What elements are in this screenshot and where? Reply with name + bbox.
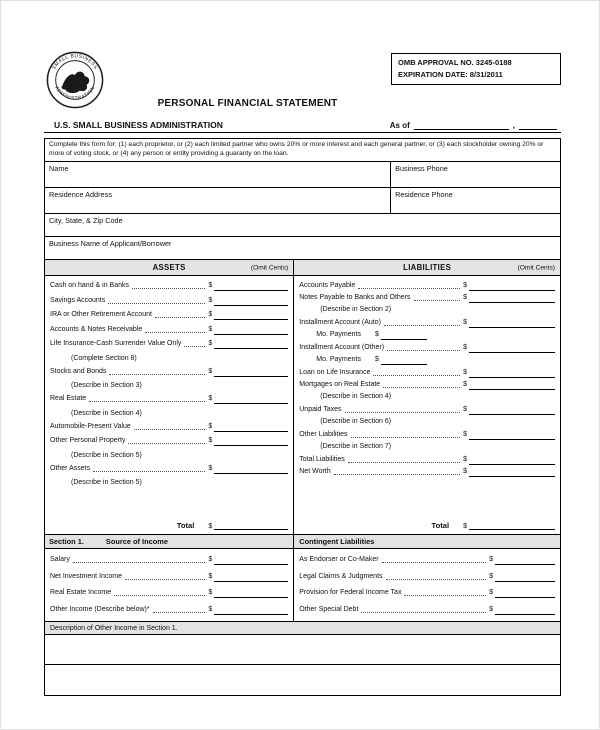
assets-total-row xyxy=(50,521,288,531)
assets-liabilities-header xyxy=(45,260,560,276)
assets-title: ASSETS xyxy=(152,263,186,273)
liability-row xyxy=(299,342,555,353)
city-state-zip-label: City, State, & Zip Code xyxy=(49,216,123,226)
dotted-leader xyxy=(108,303,205,304)
source-of-income-title: Source of Income xyxy=(105,537,168,547)
liability-label: Total Liabilities xyxy=(299,456,345,464)
currency-symbol: $ xyxy=(208,296,213,304)
currency-symbol: $ xyxy=(463,294,467,302)
assets-header-cell xyxy=(45,260,294,275)
income-amount-blank[interactable] xyxy=(214,590,288,598)
currency-symbol: $ xyxy=(208,282,213,290)
omb-approval-number: OMB APPROVAL NO. 3245-0188 xyxy=(398,58,512,67)
contingent-label: As Endorser or Co-Maker xyxy=(299,556,379,564)
currency-symbol: $ xyxy=(463,468,467,476)
dotted-leader xyxy=(373,375,460,376)
liability-row xyxy=(299,317,555,328)
dotted-leader xyxy=(93,471,205,472)
liability-amount-blank[interactable] xyxy=(469,283,555,291)
currency-symbol: $ xyxy=(463,319,467,327)
liability-label: Accounts Payable xyxy=(299,282,356,290)
dotted-leader xyxy=(109,374,205,375)
liability-label: Loan on Life Insurance xyxy=(299,369,371,377)
dotted-leader xyxy=(348,462,460,463)
liability-row xyxy=(299,379,555,390)
currency-symbol: $ xyxy=(375,331,379,339)
other-income-description-area[interactable] xyxy=(45,635,560,665)
dotted-leader xyxy=(358,288,460,289)
asset-row xyxy=(50,338,288,349)
dotted-leader xyxy=(414,300,461,301)
currency-symbol: $ xyxy=(463,282,467,290)
assets-total-amount-blank[interactable] xyxy=(214,522,288,530)
asset-label: Accounts & Notes Receivable xyxy=(50,325,143,333)
currency-symbol: $ xyxy=(463,344,467,352)
liability-subfield-amount-blank[interactable] xyxy=(381,357,427,365)
liability-row xyxy=(299,466,555,477)
blank-writing-area[interactable] xyxy=(45,665,560,695)
asset-amount-blank[interactable] xyxy=(214,341,288,349)
dotted-leader xyxy=(387,350,460,351)
currency-symbol: $ xyxy=(208,464,213,472)
currency-symbol: $ xyxy=(208,605,213,613)
asset-label: Other Assets xyxy=(50,464,91,472)
dotted-leader xyxy=(334,474,460,475)
agency-row xyxy=(44,113,561,133)
asset-label: IRA or Other Retirement Account xyxy=(50,311,152,319)
income-label: Real Estate Income xyxy=(50,589,112,597)
income-amount-blank[interactable] xyxy=(214,574,288,582)
liability-amount-blank[interactable] xyxy=(469,407,555,415)
assets-total-label: Total xyxy=(176,521,195,531)
business-name-field[interactable] xyxy=(45,237,560,259)
currency-symbol: $ xyxy=(208,523,213,531)
asset-amount-blank[interactable] xyxy=(214,298,288,306)
income-label: Salary xyxy=(50,556,70,564)
asset-amount-blank[interactable] xyxy=(214,396,288,404)
asset-amount-blank[interactable] xyxy=(214,466,288,474)
liability-section-note: (Describe in Section 2) xyxy=(320,306,392,314)
asset-label: Life Insurance-Cash Surrender Value Only xyxy=(50,340,182,348)
currency-symbol: $ xyxy=(463,406,467,414)
liability-label: Installment Account (Auto) xyxy=(299,319,381,327)
asset-row xyxy=(50,295,288,306)
income-row xyxy=(50,604,288,615)
liability-section-note: (Describe in Section 4) xyxy=(320,393,392,401)
liability-subfield-row xyxy=(299,329,555,340)
currency-symbol: $ xyxy=(489,556,493,564)
dotted-leader xyxy=(155,317,205,318)
asset-row xyxy=(50,421,288,432)
dotted-leader xyxy=(386,579,487,580)
currency-symbol: $ xyxy=(208,556,213,564)
liability-label: Mortgages on Real Estate xyxy=(299,381,381,389)
asset-label: Other Personal Property xyxy=(50,437,126,445)
currency-symbol: $ xyxy=(463,431,467,439)
asset-row xyxy=(50,393,288,404)
currency-symbol: $ xyxy=(489,589,493,597)
contingent-liabilities-title: Contingent Liabilities xyxy=(299,537,375,547)
currency-symbol: $ xyxy=(208,311,213,319)
liability-row xyxy=(299,292,555,303)
currency-symbol: $ xyxy=(489,605,493,613)
omb-approval-box xyxy=(391,53,561,85)
currency-symbol: $ xyxy=(463,523,467,531)
asset-amount-blank[interactable] xyxy=(214,327,288,335)
dotted-leader xyxy=(382,562,486,563)
asset-amount-blank[interactable] xyxy=(214,438,288,446)
asset-label: Automobile-Present Value xyxy=(50,422,131,430)
assets-liabilities-body xyxy=(45,276,560,535)
dotted-leader xyxy=(153,612,206,613)
liability-section-note: (Describe in Section 7) xyxy=(320,443,392,451)
residence-phone-field[interactable] xyxy=(391,188,560,213)
as-of-year-blank[interactable] xyxy=(519,121,557,130)
asset-row xyxy=(50,280,288,291)
income-label: Net Investment Income xyxy=(50,572,122,580)
contingent-label: Legal Claims & Judgments xyxy=(299,572,383,580)
city-state-zip-field[interactable] xyxy=(45,214,560,236)
liability-amount-blank[interactable] xyxy=(469,432,555,440)
city-state-zip-row xyxy=(45,214,560,237)
asset-section-note: (Describe in Section 4) xyxy=(71,409,142,417)
liability-subfield-amount-blank[interactable] xyxy=(381,332,427,340)
liability-amount-blank[interactable] xyxy=(469,469,555,477)
liabilities-title: LIABILITIES xyxy=(403,263,452,273)
seal-eagle-icon xyxy=(61,72,89,93)
dotted-leader xyxy=(125,579,205,580)
dotted-leader xyxy=(134,429,206,430)
liability-label: Notes Payable to Banks and Others xyxy=(299,294,411,302)
liability-amount-blank[interactable] xyxy=(469,295,555,303)
expiration-date: EXPIRATION DATE: 8/31/2011 xyxy=(398,69,503,79)
contingent-amount-blank[interactable] xyxy=(495,590,555,598)
dotted-leader xyxy=(384,325,460,326)
section1-header xyxy=(45,535,560,549)
currency-symbol: $ xyxy=(208,589,213,597)
contingent-label: Provision for Federal Income Tax xyxy=(299,589,402,597)
residence-phone-label: Residence Phone xyxy=(395,190,453,200)
currency-symbol: $ xyxy=(375,356,379,364)
currency-symbol: $ xyxy=(208,395,213,403)
dotted-leader xyxy=(73,562,206,563)
currency-symbol: $ xyxy=(208,572,213,580)
personal-financial-statement-form xyxy=(44,51,561,696)
income-amount-blank[interactable] xyxy=(214,607,288,615)
liability-label: Other Liabilities xyxy=(299,431,348,439)
asset-row xyxy=(50,324,288,335)
liability-row xyxy=(299,404,555,415)
source-of-income-header-cell xyxy=(45,535,294,548)
income-label: Other Income (Describe below)* xyxy=(50,605,150,613)
liability-amount-blank[interactable] xyxy=(469,382,555,390)
income-contingent-body xyxy=(45,549,560,622)
asset-row xyxy=(50,463,288,474)
currency-symbol: $ xyxy=(489,572,493,580)
currency-symbol: $ xyxy=(463,369,467,377)
as-of-date-blank[interactable] xyxy=(414,121,509,130)
business-name-row xyxy=(45,237,560,260)
liabilities-column xyxy=(294,276,560,534)
form-body xyxy=(44,138,561,696)
liability-amount-blank[interactable] xyxy=(469,370,555,378)
form-title: PERSONAL FINANCIAL STATEMENT xyxy=(157,98,338,109)
name-field[interactable] xyxy=(45,162,391,187)
contingent-liabilities-header-cell xyxy=(294,535,560,548)
liability-row xyxy=(299,454,555,465)
other-income-description-header: Description of Other Income in Section 1. xyxy=(45,622,560,635)
dotted-leader xyxy=(145,332,205,333)
liabilities-header-cell xyxy=(294,260,560,275)
liability-row xyxy=(299,429,555,440)
contingent-amount-blank[interactable] xyxy=(495,607,555,615)
residence-row xyxy=(45,188,560,214)
seal-top-text: SMALL BUSINESS xyxy=(52,54,98,71)
residence-address-field[interactable] xyxy=(45,188,391,213)
dotted-leader xyxy=(89,401,205,402)
asset-section-note: (Describe in Section 5) xyxy=(71,451,142,459)
dotted-leader xyxy=(361,612,486,613)
asset-row xyxy=(50,309,288,320)
contingent-row xyxy=(299,587,555,598)
income-column xyxy=(45,549,294,621)
currency-symbol: $ xyxy=(463,456,467,464)
liability-label: Net Worth xyxy=(299,468,331,476)
asset-row xyxy=(50,435,288,446)
liabilities-omit-cents: (Omit Cents) xyxy=(517,264,555,272)
currency-symbol: $ xyxy=(208,422,213,430)
residence-address-label: Residence Address xyxy=(49,190,112,200)
business-name-label: Business Name of Applicant/Borrower xyxy=(49,239,172,249)
currency-symbol: $ xyxy=(208,340,213,348)
dotted-leader xyxy=(383,387,460,388)
form-instructions: Complete this form for: (1) each proprietor, or (2) each limited partner who owns 20% or more interest and each general partner, or (3) each stockholder owning 20% or more of voting stock, or (4) any person or entity providing a guaranty on the loan. xyxy=(45,139,560,162)
form-header xyxy=(44,51,561,113)
liability-subfield-row xyxy=(299,354,555,365)
section1-number: Section 1. xyxy=(49,537,84,547)
assets-column xyxy=(45,276,294,534)
currency-symbol: $ xyxy=(463,381,467,389)
liability-label: Installment Account (Other) xyxy=(299,344,385,352)
liability-label: Unpaid Taxes xyxy=(299,406,342,414)
business-phone-field[interactable] xyxy=(391,162,560,187)
assets-omit-cents: (Omit Cents) xyxy=(250,264,289,272)
name-label: Name xyxy=(49,164,69,174)
contingent-amount-blank[interactable] xyxy=(495,557,555,565)
liabilities-total-amount-blank[interactable] xyxy=(469,522,555,530)
liability-subfield-label: Mo. Payments xyxy=(316,356,361,364)
contingent-row xyxy=(299,554,555,565)
as-of-comma: , xyxy=(512,121,515,130)
liability-amount-blank[interactable] xyxy=(469,457,555,465)
liability-row xyxy=(299,367,555,378)
asset-section-note: (Complete Section 8) xyxy=(71,354,137,362)
business-phone-label: Business Phone xyxy=(395,164,448,174)
income-row xyxy=(50,587,288,598)
liability-amount-blank[interactable] xyxy=(469,320,555,328)
asset-amount-blank[interactable] xyxy=(214,424,288,432)
currency-symbol: $ xyxy=(208,325,213,333)
asset-label: Stocks and Bonds xyxy=(50,367,107,375)
liability-amount-blank[interactable] xyxy=(469,345,555,353)
asset-amount-blank[interactable] xyxy=(214,369,288,377)
asset-label: Savings Accounts xyxy=(50,296,106,304)
liability-subfield-label: Mo. Payments xyxy=(316,331,361,339)
seal-bottom-text: ADMINISTRATION xyxy=(53,85,97,102)
sba-seal-logo xyxy=(46,51,104,109)
contingent-label: Other Special Debt xyxy=(299,605,359,613)
dotted-leader xyxy=(351,437,461,438)
dotted-leader xyxy=(404,595,486,596)
asset-amount-blank[interactable] xyxy=(214,312,288,320)
dotted-leader xyxy=(114,595,205,596)
asset-amount-blank[interactable] xyxy=(214,283,288,291)
liability-section-note: (Describe in Section 6) xyxy=(320,418,392,426)
dotted-leader xyxy=(345,412,461,413)
currency-symbol: $ xyxy=(208,367,213,375)
income-row xyxy=(50,571,288,582)
income-amount-blank[interactable] xyxy=(214,557,288,565)
svg-text:SMALL BUSINESS xyxy=(51,53,98,71)
liability-row xyxy=(299,280,555,291)
currency-symbol: $ xyxy=(208,437,213,445)
dotted-leader xyxy=(128,443,205,444)
contingent-column xyxy=(294,549,560,621)
agency-name: U.S. SMALL BUSINESS ADMINISTRATION xyxy=(54,120,223,130)
asset-label: Real Estate xyxy=(50,395,87,403)
asset-section-note: (Describe in Section 3) xyxy=(71,382,142,390)
liabilities-total-row xyxy=(299,521,555,531)
contingent-amount-blank[interactable] xyxy=(495,574,555,582)
income-row xyxy=(50,554,288,565)
dotted-leader xyxy=(184,346,205,347)
contingent-row xyxy=(299,571,555,582)
liabilities-total-label: Total xyxy=(431,521,450,531)
as-of-field xyxy=(390,121,559,130)
contingent-row xyxy=(299,604,555,615)
asset-section-note: (Describe in Section 5) xyxy=(71,479,142,487)
asset-label: Cash on hand & in Banks xyxy=(50,282,129,290)
as-of-label: As of xyxy=(389,121,410,130)
name-business-phone-row xyxy=(45,162,560,188)
dotted-leader xyxy=(132,288,205,289)
asset-row xyxy=(50,366,288,377)
